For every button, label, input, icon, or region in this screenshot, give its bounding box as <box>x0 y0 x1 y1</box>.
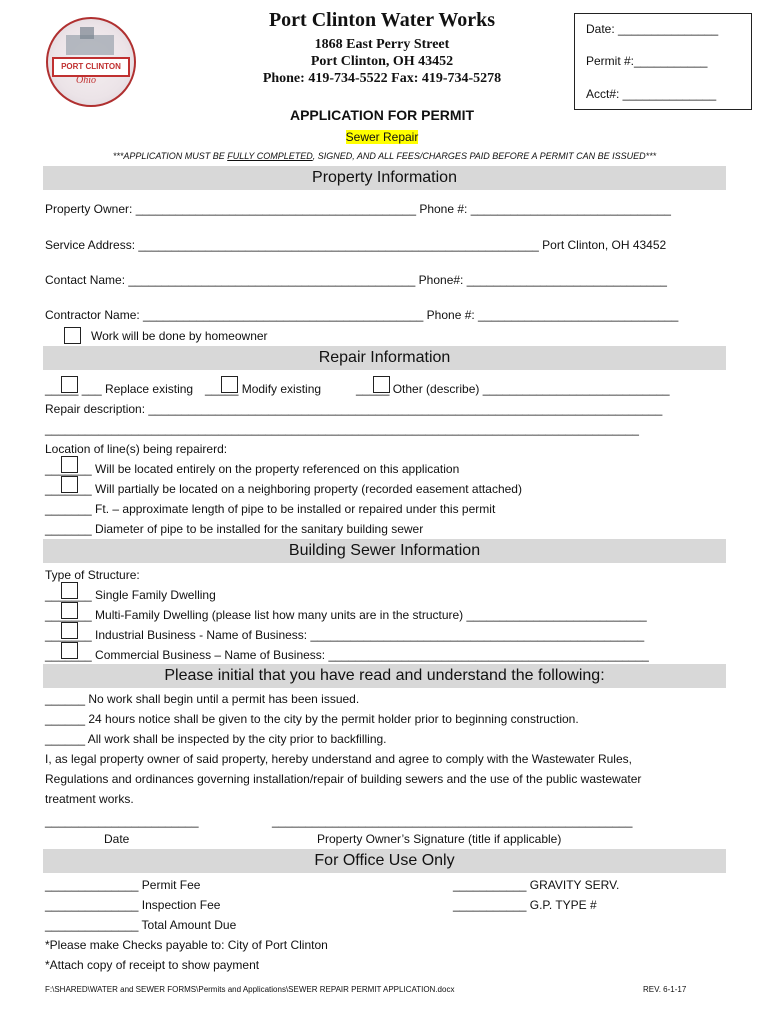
gravity-serv-field[interactable]: ___________ GRAVITY SERV. <box>453 878 620 892</box>
contact-name-field[interactable]: Contact Name: ___________________________________________ Phone#: ______________________________ <box>45 273 667 287</box>
signature-label: Property Owner’s Signature (title if applicable) <box>317 832 562 846</box>
location-entirely-label: _______ Will be located entirely on the property referenced on this application <box>45 462 460 476</box>
initial-inspection[interactable]: ______ All work shall be inspected by the city prior to backfilling. <box>45 732 387 746</box>
street-address: 1868 East Perry Street <box>314 37 450 52</box>
section-repair-information: Repair Information <box>43 346 726 370</box>
replace-existing-label: _____ ___ Replace existing <box>45 382 194 396</box>
logo-script-text: Ohio <box>76 75 96 86</box>
date-field[interactable]: Date: _______________ <box>586 22 719 36</box>
repair-description-field[interactable]: Repair description: _____________________________________________________________________________ <box>45 402 663 416</box>
office-info-box <box>574 13 752 110</box>
attach-receipt-note: *Attach copy of receipt to show payment <box>45 958 260 972</box>
initial-no-work[interactable]: ______ No work shall begin until a permit has been issued. <box>45 692 360 706</box>
file-path-footer: F:\SHARED\WATER and SEWER FORMS\Permits and Applications\SEWER REPAIR PERMIT APPLICATION.docx <box>45 985 455 994</box>
gp-type-field[interactable]: ___________ G.P. TYPE # <box>453 898 597 912</box>
section-office-use-only: For Office Use Only <box>43 849 726 873</box>
single-family-label: _______ Single Family Dwelling <box>45 588 216 602</box>
form-title: APPLICATION FOR PERMIT <box>289 107 475 123</box>
structure-type-label: Type of Structure: <box>45 568 140 582</box>
logo-text: PORT CLINTON <box>52 57 130 77</box>
form-subtitle-wrap <box>222 130 542 144</box>
section-building-sewer-information: Building Sewer Information <box>43 539 726 563</box>
agreement-line-3: treatment works. <box>45 792 134 806</box>
total-amount-field[interactable]: ______________ Total Amount Due <box>45 918 237 932</box>
notice-underlined: FULLY COMPLETED <box>227 151 313 161</box>
location-label: Location of line(s) being repairerd: <box>45 442 228 456</box>
permit-number-field[interactable]: Permit #:___________ <box>586 54 708 68</box>
notice-pre: ***APPLICATION MUST BE <box>112 151 228 161</box>
city-address: Port Clinton, OH 43452 <box>310 54 454 69</box>
contractor-name-field[interactable]: Contractor Name: __________________________________________ Phone #: ______________________________ <box>45 308 679 322</box>
multi-family-label: _______ Multi-Family Dwelling (please list how many units are in the structure) ___________________________ <box>45 608 647 622</box>
org-name: Port Clinton Water Works <box>268 9 496 31</box>
date-label: Date <box>104 832 130 846</box>
date-signature-line[interactable]: _______________________ <box>45 814 199 828</box>
completion-notice <box>43 151 726 161</box>
phone-fax: Phone: 419-734-5522 Fax: 419-734-5278 <box>262 71 502 86</box>
pipe-diameter-field[interactable]: _______ Diameter of pipe to be installed for the sanitary building sewer <box>45 522 424 536</box>
industrial-business-label: _______ Industrial Business - Name of Business: __________________________________________________ <box>45 628 645 642</box>
agreement-line-2: Regulations and ordinances governing installation/repair of building sewers and the use of the public wastewater <box>45 772 642 786</box>
pipe-length-field[interactable]: _______ Ft. – approximate length of pipe to be installed or repaired under this permit <box>45 502 496 516</box>
checks-payable-note: *Please make Checks payable to: City of Port Clinton <box>45 938 328 952</box>
agreement-line-1: I, as legal property owner of said property, hereby understand and agree to comply with the Wastewater Rules, <box>45 752 632 766</box>
notice-post: , SIGNED, AND ALL FEES/CHARGES PAID BEFORE A PERMIT CAN BE ISSUED*** <box>312 151 657 161</box>
section-property-information: Property Information <box>43 166 726 190</box>
homeowner-label: Work will be done by homeowner <box>91 329 268 343</box>
revision-footer: REV. 6-1-17 <box>643 985 687 994</box>
account-number-field[interactable]: Acct#: ______________ <box>586 87 717 101</box>
logo-tower-graphic <box>80 27 94 39</box>
modify-existing-label: _____ Modify existing <box>205 382 322 396</box>
form-subtitle: Sewer Repair <box>345 130 419 144</box>
owner-signature-line[interactable]: ______________________________________________________ <box>272 814 633 828</box>
inspection-fee-field[interactable]: ______________ Inspection Fee <box>45 898 221 912</box>
section-initial-acknowledgement: Please initial that you have read and understand the following: <box>43 664 726 688</box>
repair-description-line2[interactable]: _________________________________________________________________________________________ <box>45 422 639 436</box>
location-partially-label: _______ Will partially be located on a neighboring property (recorded easement attached) <box>45 482 522 496</box>
permit-fee-field[interactable]: ______________ Permit Fee <box>45 878 201 892</box>
service-address-field[interactable]: Service Address: ____________________________________________________________ Port Clinton, OH 43452 <box>45 238 667 252</box>
initial-24-hours[interactable]: ______ 24 hours notice shall be given to the city by the permit holder prior to beginning construction. <box>45 712 579 726</box>
other-describe-label: _____ Other (describe) ____________________________ <box>356 382 670 396</box>
homeowner-checkbox[interactable] <box>64 327 81 344</box>
commercial-business-label: _______ Commercial Business – Name of Business: ________________________________________________ <box>45 648 649 662</box>
port-clinton-logo <box>46 17 136 107</box>
property-owner-field[interactable]: Property Owner: __________________________________________ Phone #: ______________________________ <box>45 202 671 216</box>
